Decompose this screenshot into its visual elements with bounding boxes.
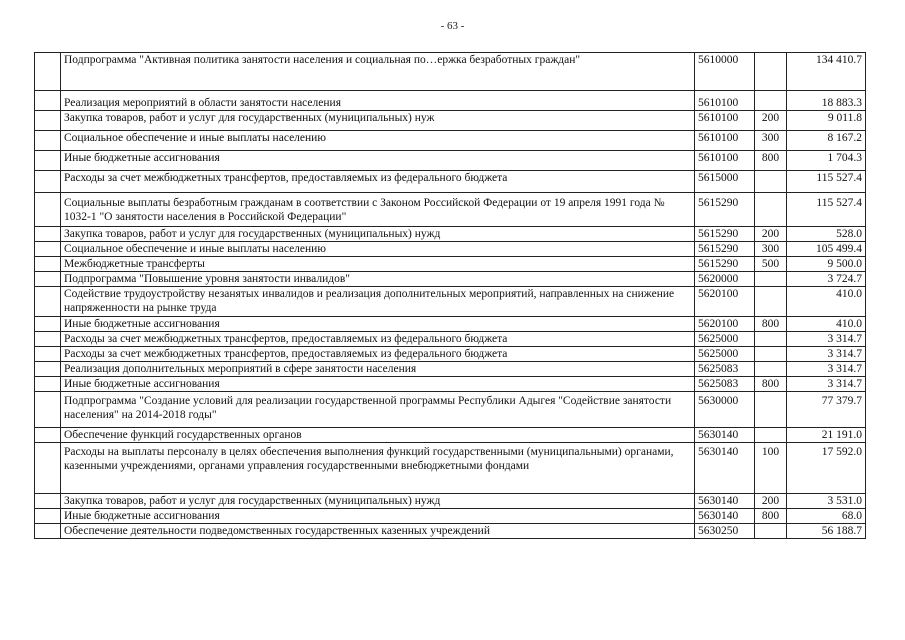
blank-cell (35, 494, 61, 509)
row-sum: 3 314.7 (787, 347, 866, 362)
table-row (35, 111, 866, 131)
row-sum: 17 592.0 (787, 443, 866, 494)
blank-cell (35, 392, 61, 428)
row-vr: 800 (755, 317, 787, 332)
row-code: 5630250 (695, 524, 755, 539)
blank-cell (35, 377, 61, 392)
row-vr (755, 91, 787, 111)
row-name: Межбюджетные трансферты (61, 257, 695, 272)
blank-cell (35, 524, 61, 539)
row-name: Подпрограмма "Создание условий для реализации государственной программы Республики Адыгея "Содействие занятости населения" на 2014-2018 годы" (61, 392, 695, 428)
table-row (35, 131, 866, 151)
row-name: Расходы за счет межбюджетных трансфертов, предоставляемых из федерального бюджета (61, 171, 695, 193)
table-row (35, 242, 866, 257)
table-row (35, 377, 866, 392)
blank-cell (35, 362, 61, 377)
row-vr (755, 362, 787, 377)
row-name: Закупка товаров, работ и услуг для государственных (муниципальных) нужд (61, 227, 695, 242)
row-sum: 528.0 (787, 227, 866, 242)
row-code: 5630140 (695, 428, 755, 443)
row-vr: 200 (755, 227, 787, 242)
row-code: 5630140 (695, 509, 755, 524)
blank-cell (35, 171, 61, 193)
row-vr: 800 (755, 377, 787, 392)
row-sum: 9 011.8 (787, 111, 866, 131)
row-name: Реализация мероприятий в области занятости населения (61, 91, 695, 111)
row-name: Иные бюджетные ассигнования (61, 509, 695, 524)
row-name: Социальное обеспечение и иные выплаты населению (61, 131, 695, 151)
table-row (35, 257, 866, 272)
row-name: Расходы на выплаты персоналу в целях обеспечения выполнения функций государственными (муниципальными) органами, казенными учреждениями, органами управления государственными внебюджетными фондами (61, 443, 695, 494)
row-sum: 410.0 (787, 287, 866, 317)
row-code: 5625000 (695, 347, 755, 362)
table-row (35, 317, 866, 332)
table-row (35, 362, 866, 377)
row-vr: 500 (755, 257, 787, 272)
table-row (35, 332, 866, 347)
row-sum: 77 379.7 (787, 392, 866, 428)
row-code: 5610100 (695, 111, 755, 131)
blank-cell (35, 443, 61, 494)
row-vr: 800 (755, 509, 787, 524)
blank-cell (35, 317, 61, 332)
table-row (35, 53, 866, 91)
table-row (35, 428, 866, 443)
row-vr (755, 287, 787, 317)
row-name: Социальное обеспечение и иные выплаты населению (61, 242, 695, 257)
row-name: Обеспечение функций государственных органов (61, 428, 695, 443)
row-name: Социальные выплаты безработным гражданам в соответствии с Законом Российской Федерации от 19 апреля 1991 года № 1032-1 "О занятости населения в Российской Федерации" (61, 193, 695, 227)
row-vr: 800 (755, 151, 787, 171)
row-vr (755, 193, 787, 227)
blank-cell (35, 131, 61, 151)
row-name: Содействие трудоустройству незанятых инвалидов и реализация дополнительных мероприятий, направленных на снижение напряженности на рынке труда (61, 287, 695, 317)
table-row (35, 91, 866, 111)
blank-cell (35, 193, 61, 227)
row-sum: 68.0 (787, 509, 866, 524)
row-code: 5615290 (695, 193, 755, 227)
row-code: 5620100 (695, 317, 755, 332)
table-row (35, 151, 866, 171)
row-vr (755, 347, 787, 362)
row-code: 5620000 (695, 272, 755, 287)
table-row (35, 443, 866, 494)
row-code: 5630000 (695, 392, 755, 428)
table-row (35, 193, 866, 227)
row-name: Иные бюджетные ассигнования (61, 377, 695, 392)
page-number: - 63 - (440, 20, 465, 32)
row-vr (755, 428, 787, 443)
row-name: Иные бюджетные ассигнования (61, 317, 695, 332)
row-name: Подпрограмма "Повышение уровня занятости инвалидов" (61, 272, 695, 287)
blank-cell (35, 242, 61, 257)
blank-cell (35, 287, 61, 317)
blank-cell (35, 332, 61, 347)
row-vr: 200 (755, 111, 787, 131)
row-code: 5615290 (695, 242, 755, 257)
row-name: Закупка товаров, работ и услуг для государственных (муниципальных) нужд (61, 494, 695, 509)
row-code: 5620100 (695, 287, 755, 317)
blank-cell (35, 428, 61, 443)
row-sum: 105 499.4 (787, 242, 866, 257)
table-row (35, 494, 866, 509)
row-name: Расходы за счет межбюджетных трансфертов, предоставляемых из федерального бюджета (61, 347, 695, 362)
row-sum: 9 500.0 (787, 257, 866, 272)
row-name: Иные бюджетные ассигнования (61, 151, 695, 171)
row-sum: 1 704.3 (787, 151, 866, 171)
row-vr: 100 (755, 443, 787, 494)
blank-cell (35, 53, 61, 91)
row-sum: 3 724.7 (787, 272, 866, 287)
row-code: 5630140 (695, 494, 755, 509)
row-name: Закупка товаров, работ и услуг для государственных (муниципальных) нуж (61, 111, 695, 131)
table-row (35, 347, 866, 362)
row-code: 5610100 (695, 151, 755, 171)
row-name: Расходы за счет межбюджетных трансфертов, предоставляемых из федерального бюджета (61, 332, 695, 347)
row-code: 5610000 (695, 53, 755, 91)
row-sum: 134 410.7 (787, 53, 866, 91)
row-name: Реализация дополнительных мероприятий в сфере занятости населения (61, 362, 695, 377)
row-vr: 200 (755, 494, 787, 509)
row-code: 5615000 (695, 171, 755, 193)
budget-table (34, 52, 866, 539)
table-row (35, 287, 866, 317)
blank-cell (35, 111, 61, 131)
blank-cell (35, 91, 61, 111)
blank-cell (35, 347, 61, 362)
row-sum: 21 191.0 (787, 428, 866, 443)
blank-cell (35, 509, 61, 524)
row-name: Обеспечение деятельности подведомственных государственных казенных учреждений (61, 524, 695, 539)
row-code: 5630140 (695, 443, 755, 494)
table-row (35, 227, 866, 242)
row-name: Подпрограмма "Активная политика занятости населения и социальная по…ержка безработных граждан" (61, 53, 695, 91)
row-sum: 56 188.7 (787, 524, 866, 539)
table-row (35, 524, 866, 539)
row-vr (755, 332, 787, 347)
row-vr (755, 524, 787, 539)
row-vr (755, 272, 787, 287)
blank-cell (35, 151, 61, 171)
row-vr (755, 171, 787, 193)
row-sum: 18 883.3 (787, 91, 866, 111)
row-vr: 300 (755, 242, 787, 257)
table-row (35, 272, 866, 287)
table-row (35, 509, 866, 524)
row-sum: 3 314.7 (787, 377, 866, 392)
row-code: 5615290 (695, 227, 755, 242)
row-vr: 300 (755, 131, 787, 151)
row-sum: 3 314.7 (787, 332, 866, 347)
table-row (35, 171, 866, 193)
row-code: 5625083 (695, 362, 755, 377)
row-code: 5625083 (695, 377, 755, 392)
row-sum: 3 314.7 (787, 362, 866, 377)
blank-cell (35, 227, 61, 242)
row-code: 5615290 (695, 257, 755, 272)
row-code: 5625000 (695, 332, 755, 347)
row-sum: 410.0 (787, 317, 866, 332)
blank-cell (35, 257, 61, 272)
row-sum: 3 531.0 (787, 494, 866, 509)
blank-cell (35, 272, 61, 287)
row-sum: 115 527.4 (787, 171, 866, 193)
row-vr (755, 392, 787, 428)
row-code: 5610100 (695, 131, 755, 151)
row-sum: 8 167.2 (787, 131, 866, 151)
row-code: 5610100 (695, 91, 755, 111)
row-sum: 115 527.4 (787, 193, 866, 227)
table-row (35, 392, 866, 428)
row-vr (755, 53, 787, 91)
